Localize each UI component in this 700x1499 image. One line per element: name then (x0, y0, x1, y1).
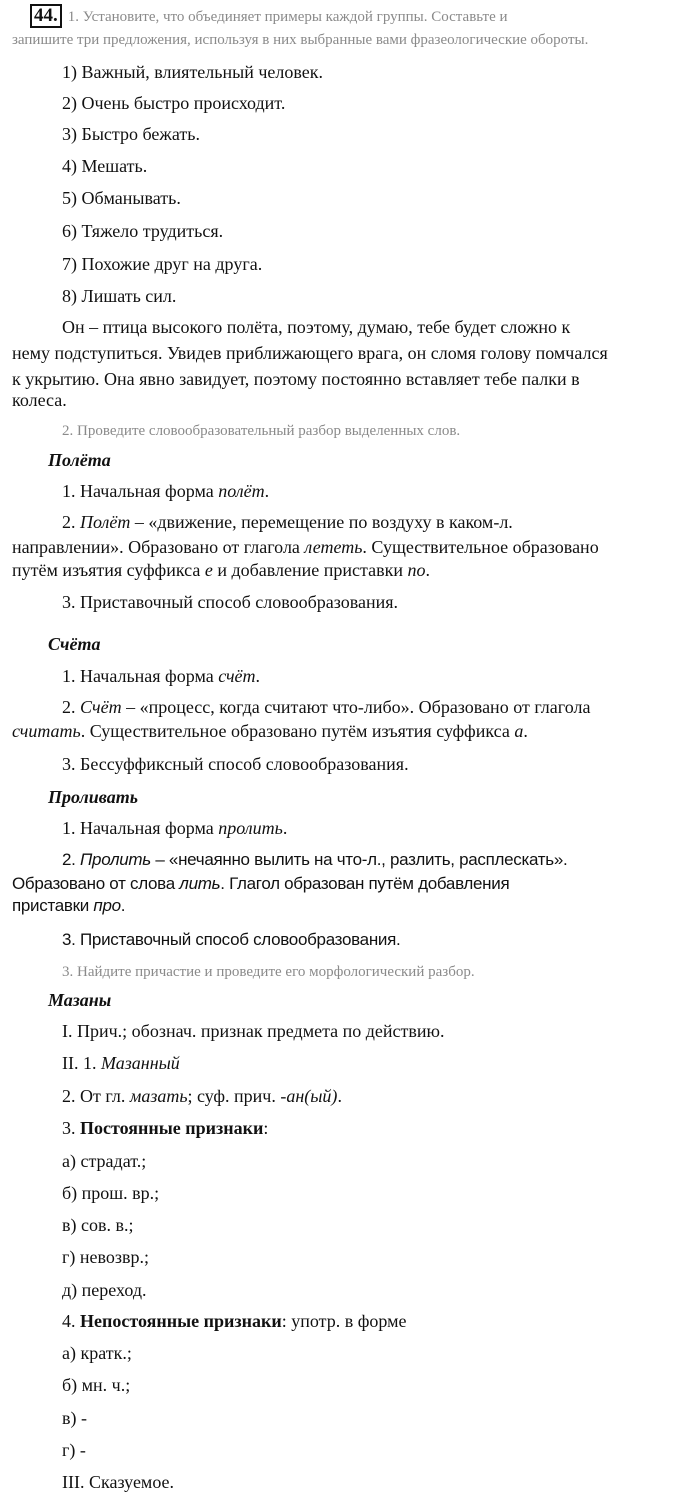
text-segment: – «процесс, когда считают что-либо». Образовано от глагола (121, 697, 591, 717)
text-segment: . (337, 1086, 342, 1106)
text-segment: лить (179, 874, 221, 893)
text-segment: 3. Бессуффиксный способ словообразования. (62, 754, 409, 774)
text-line (62, 1310, 407, 1332)
text-line (62, 187, 181, 209)
text-line (62, 92, 285, 114)
text-line (12, 559, 430, 581)
text-segment: 4. (62, 1311, 80, 1331)
text-segment: запишите три предложения, используя в них выбранные вами фразеологические обороты. (12, 32, 589, 48)
text-line (12, 720, 528, 742)
text-segment: колеса. (12, 390, 67, 410)
text-segment: . (255, 666, 261, 686)
text-segment: III. Сказуемое. (62, 1472, 175, 1492)
text-segment: мазать (129, 1086, 188, 1106)
text-line (62, 61, 323, 83)
text-line (62, 665, 260, 687)
text-segment: а) кратк.; (62, 1343, 132, 1363)
text-line (12, 368, 580, 390)
text-line (62, 480, 269, 502)
text-segment: ; суф. прич. (187, 1086, 281, 1106)
text-segment: 3. (62, 1118, 80, 1138)
text-segment: 2. (62, 697, 80, 717)
text-segment: – «движение, перемещение по воздуху в каком-л. (130, 512, 513, 532)
text-segment: б) прош. вр.; (62, 1183, 160, 1203)
text-line (62, 849, 567, 871)
text-segment: 2. От гл. (62, 1086, 130, 1106)
text-line (62, 1342, 132, 1364)
text-line (62, 316, 570, 338)
text-line (62, 817, 287, 839)
text-segment: Полёт (80, 512, 131, 532)
text-segment: а) страдат.; (62, 1151, 147, 1171)
section-heading (48, 449, 111, 471)
text-segment: Мазаны (48, 990, 112, 1010)
text-segment: Проливать (48, 787, 138, 807)
text-segment: 1. Начальная форма (62, 666, 219, 686)
text-segment: к укрытию. Она явно завидует, поэтому постоянно вставляет тебе палки в (12, 369, 580, 389)
text-line (62, 155, 147, 177)
text-segment: -ан(ый) (280, 1086, 338, 1106)
text-segment: е (204, 560, 213, 580)
text-segment: 2. (62, 850, 81, 869)
text-line (62, 285, 176, 307)
text-segment: 8) Лишать сил. (62, 286, 177, 306)
text-line (62, 591, 398, 613)
exercise-number: 44. (30, 4, 62, 28)
text-segment: по (407, 560, 426, 580)
section-heading (48, 633, 100, 655)
text-segment: 1. Начальная форма (62, 481, 219, 501)
text-segment: направлении». Образовано от глагола (12, 537, 305, 557)
text-segment: 3) Быстро бежать. (62, 124, 200, 144)
text-line (62, 1117, 268, 1139)
text-line (62, 753, 409, 775)
text-segment: . Существительное образовано путём изъятия суффикса (80, 721, 515, 741)
task-instruction (30, 4, 508, 28)
text-segment: 1. Начальная форма (62, 818, 219, 838)
text-line (12, 873, 509, 895)
text-line (62, 1182, 159, 1204)
text-segment: пролить (218, 818, 283, 838)
text-line (62, 1471, 174, 1493)
text-segment: в) - (62, 1408, 87, 1428)
text-line (62, 929, 400, 951)
text-line (12, 389, 67, 411)
text-segment: . Существительное образовано (362, 537, 599, 557)
text-segment: 6) Тяжело трудиться. (62, 221, 224, 241)
text-segment: лететь (304, 537, 363, 557)
text-segment: I. Прич.; обознач. признак предмета по действию. (62, 1021, 445, 1041)
task-instruction (62, 420, 460, 442)
text-segment: б) мн. ч.; (62, 1375, 131, 1395)
task-instruction (62, 961, 475, 983)
text-line (12, 342, 608, 364)
text-segment: г) невозвр.; (62, 1247, 149, 1267)
text-segment: а (514, 721, 524, 741)
text-line (62, 1374, 130, 1396)
text-segment: Полёта (48, 450, 111, 470)
text-segment: в) сов. в.; (62, 1215, 134, 1235)
text-line (62, 1407, 87, 1429)
text-line (62, 1085, 342, 1107)
text-segment: 3. Приставочный способ словообразования. (62, 930, 401, 949)
text-segment: 5) Обманывать. (62, 188, 181, 208)
text-segment: д) переход. (62, 1280, 147, 1300)
text-line (62, 123, 200, 145)
text-segment: : (263, 1118, 269, 1138)
text-segment: про (93, 896, 121, 915)
text-line (62, 1279, 146, 1301)
text-segment: . (282, 818, 288, 838)
text-segment: 7) Похожие друг на друга. (62, 254, 263, 274)
text-line (62, 1020, 445, 1042)
text-line (62, 696, 590, 718)
text-segment: г) - (62, 1440, 86, 1460)
text-segment: 2) Очень быстро происходит. (62, 93, 286, 113)
text-segment: полёт (218, 481, 265, 501)
text-segment: 3. Найдите причастие и проведите его морфологический разбор. (62, 964, 475, 980)
text-segment: . (120, 896, 126, 915)
text-segment: считать (12, 721, 81, 741)
text-segment: 4) Мешать. (62, 156, 148, 176)
text-segment: Счёт (80, 697, 122, 717)
text-segment: . (264, 481, 270, 501)
task-instruction (12, 29, 588, 51)
text-segment: . (523, 721, 528, 741)
text-segment: 2. (62, 512, 80, 532)
text-line (62, 253, 262, 275)
text-segment: счёт (218, 666, 256, 686)
text-segment: Образовано от слова (12, 874, 180, 893)
text-segment: 1) Важный, влиятельный человек. (62, 62, 323, 82)
text-line (62, 1246, 149, 1268)
text-segment: и добавление приставки (212, 560, 408, 580)
text-line (12, 895, 125, 917)
section-heading (48, 786, 138, 808)
text-segment: нему подступиться. Увидев приближающего врага, он сломя голову помчался (12, 343, 608, 363)
text-segment: Счёта (48, 634, 101, 654)
text-line (12, 536, 599, 558)
text-line (62, 1214, 133, 1236)
text-line (62, 220, 223, 242)
text-segment: приставки (12, 896, 94, 915)
section-heading (48, 989, 111, 1011)
text-segment: Постоянные признаки (80, 1118, 264, 1138)
text-segment: путём изъятия суффикса (12, 560, 205, 580)
text-line (62, 511, 513, 533)
text-segment: 2. Проведите словообразовательный разбор выделенных слов. (62, 423, 461, 439)
text-segment: 3. Приставочный способ словообразования. (62, 592, 399, 612)
text-segment: Он – птица высокого полёта, поэтому, думаю, тебе будет сложно к (62, 317, 571, 337)
text-line (62, 1052, 180, 1074)
text-segment: Пролить (80, 850, 151, 869)
text-line (62, 1150, 146, 1172)
text-segment: . Глагол образован путём добавления (220, 874, 510, 893)
text-segment: . (425, 560, 430, 580)
text-segment: II. 1. (62, 1053, 101, 1073)
text-segment: 1. Установите, что объединяет примеры каждой группы. Составьте и (67, 9, 508, 25)
text-segment: : употр. в форме (281, 1311, 407, 1331)
text-segment: Мазанный (101, 1053, 180, 1073)
text-line (62, 1439, 86, 1461)
text-segment: Непостоянные признаки (80, 1311, 282, 1331)
text-segment: – «нечаянно вылить на что-л., разлить, расплескать». (150, 850, 568, 869)
